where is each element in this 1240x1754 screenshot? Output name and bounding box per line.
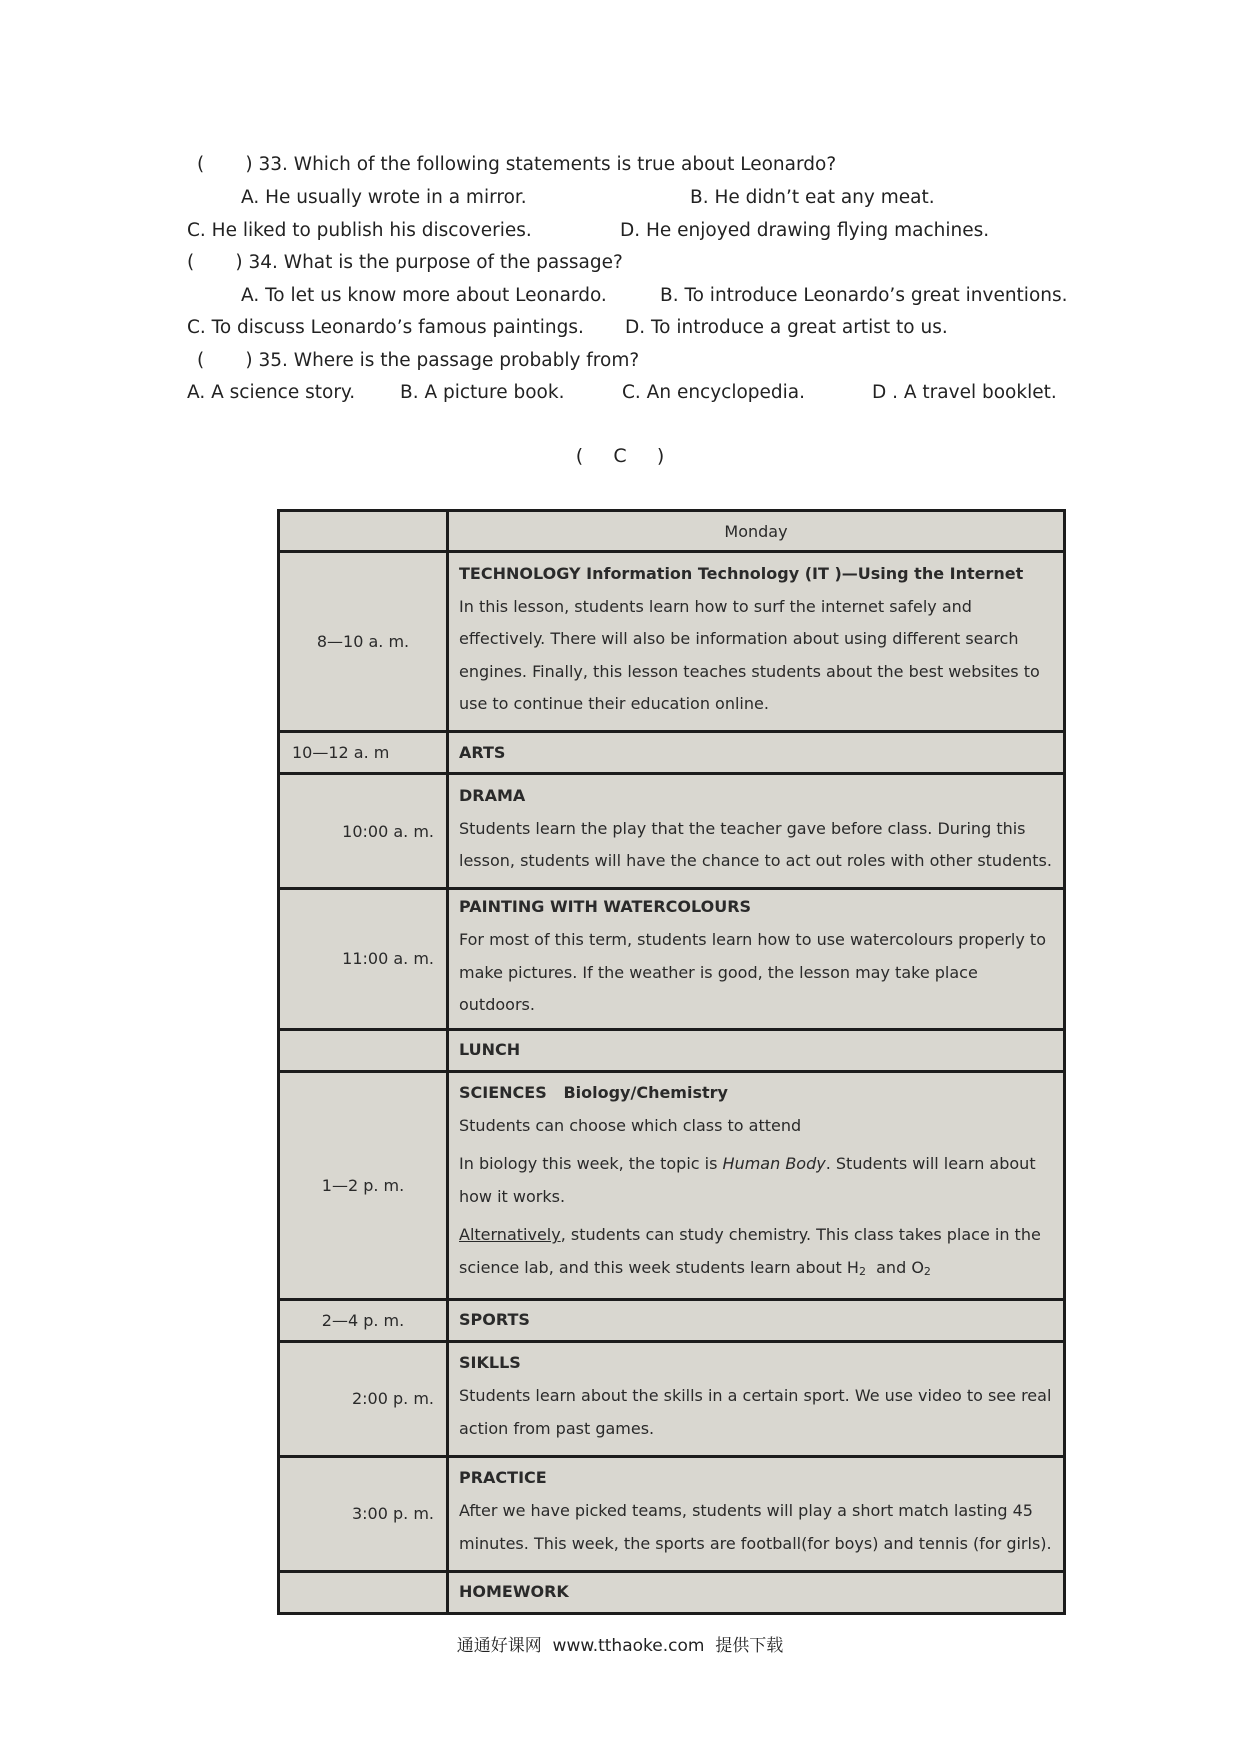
lesson-cell [448,1299,1065,1341]
oxygen-subscript: 2 [923,1264,931,1278]
alternatively-word: Alternatively [459,1225,561,1245]
q34-option-c: C. To discuss Leonardo’s famous paintings. [187,317,584,338]
lesson-cell [448,1071,1065,1299]
q34-stem: ( ) 34. What is the purpose of the passage? [187,252,623,273]
table-row [279,1571,1065,1613]
table-row [279,732,1065,774]
lesson-title: TECHNOLOGY Information Technology (IT )—Using the Internet [459,563,1024,583]
lesson-cell [448,732,1065,774]
lesson-cell [448,1571,1065,1613]
table-row [279,774,1065,889]
table-row [279,1029,1065,1071]
lesson-cell [448,1341,1065,1456]
time-cell: 10:00 a. m. [279,774,448,889]
biology-text-suffix: . Students will learn about how it works. [459,1154,1036,1206]
table-row [279,552,1065,732]
lesson-cell [448,774,1065,889]
time-cell: 2:00 p. m. [279,1341,448,1456]
hydrogen-subscript: 2 [858,1264,866,1278]
lesson-title: SIKLLS [459,1353,521,1372]
table-row [279,889,1065,1030]
lesson-title: PRACTICE [459,1468,547,1487]
table-row [279,1299,1065,1341]
time-cell: 1—2 p. m. [279,1071,448,1299]
lesson-description: After we have picked teams, students will play a short match lasting 45 minutes. This week, the sports are football(for boys) and tennis (for girls). [459,1501,1052,1553]
lesson-title: SPORTS [459,1310,530,1329]
q35-option-d: D . A travel booklet. [872,382,1057,403]
lesson-description: In this lesson, students learn how to surf the internet safely and effectively. There will also be information about using different search engines. Finally, this lesson teaches students about the best websites to use to continue their education online. [459,596,1040,713]
header-empty-cell [279,511,448,552]
q34-option-d: D. To introduce a great artist to us. [625,317,948,338]
biology-topic: Human Body [722,1154,826,1174]
time-cell: 2—4 p. m. [279,1299,448,1341]
lesson-description: Students learn the play that the teacher gave before class. During this lesson, students will have the chance to act out roles with other students. [459,818,1052,870]
lesson-title: SCIENCES Biology/Chemistry [459,1082,728,1102]
lesson-description: Students learn about the skills in a certain sport. We use video to see real action from past games. [459,1386,1052,1438]
section-label: ( C ) [575,445,665,467]
day-header: Monday [448,511,1065,552]
table-row [279,1456,1065,1571]
table-row [279,1071,1065,1299]
table-row [279,511,1065,552]
time-cell: 8—10 a. m. [279,552,448,732]
time-cell: 3:00 p. m. [279,1456,448,1571]
footer-text: 通通好课网 www.tthaoke.com 提供下载 [456,1636,784,1656]
lesson-title: DRAMA [459,785,526,805]
chemistry-description [459,1219,1053,1288]
q33-stem: ( ) 33. Which of the following statements is true about Leonardo? [197,154,837,175]
q33-option-a: A. He usually wrote in a mirror. [241,187,527,208]
lesson-title: PAINTING WITH WATERCOLOURS [459,897,752,916]
lesson-title: HOMEWORK [459,1582,569,1601]
table-row [279,1341,1065,1456]
biology-description [459,1148,1053,1213]
and-oxygen-text: and O [865,1257,924,1277]
lesson-cell [448,1029,1065,1071]
schedule-table [277,509,1066,1615]
q33-option-b: B. He didn’t eat any meat. [690,187,935,208]
q35-stem: ( ) 35. Where is the passage probably from? [197,350,640,371]
time-cell [279,1029,448,1071]
time-cell: 10—12 a. m [279,732,448,774]
chemistry-text: , students can study chemistry. This class takes place in the science lab, and this week students learn about H [459,1225,1041,1277]
lesson-cell [448,552,1065,732]
lesson-title: ARTS [459,742,506,762]
biology-text-prefix: In biology this week, the topic is [459,1154,723,1174]
q34-option-a: A. To let us know more about Leonardo. [241,285,607,306]
lesson-title: LUNCH [459,1040,521,1059]
time-cell: 11:00 a. m. [279,889,448,1030]
q33-option-d: D. He enjoyed drawing flying machines. [620,220,990,241]
lesson-description: For most of this term, students learn how to use watercolours properly to make pictures. If the weather is good, the lesson may take place outdoors. [459,930,1046,1014]
q35-option-c: C. An encyclopedia. [622,382,806,403]
time-cell [279,1571,448,1613]
lesson-cell [448,889,1065,1030]
lesson-cell [448,1456,1065,1571]
lesson-choice-note: Students can choose which class to attend [459,1115,802,1135]
q35-option-a: A. A science story. [187,382,356,403]
q34-option-b: B. To introduce Leonardo’s great inventions. [660,285,1068,306]
q35-option-b: B. A picture book. [400,382,565,403]
q33-option-c: C. He liked to publish his discoveries. [187,220,532,241]
